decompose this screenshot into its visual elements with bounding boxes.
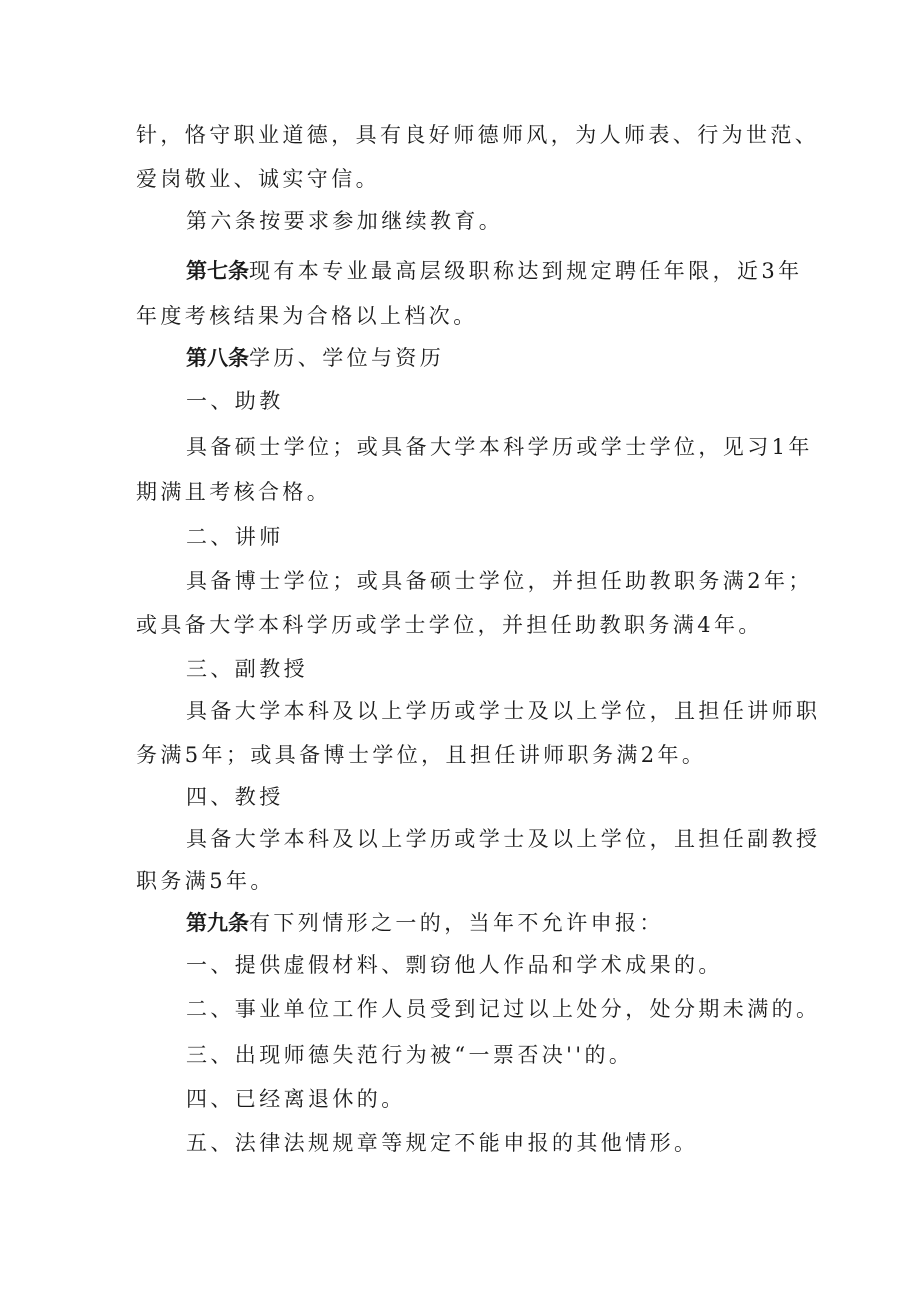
subheading-associate-professor: 三、副教授: [186, 657, 308, 681]
list-item: 三、出现师德失范行为被“一票否决''的。: [186, 1043, 634, 1067]
paragraph-line: 职务满5年。: [136, 869, 275, 893]
article-7-heading: 第七条: [186, 259, 249, 283]
list-item: 一、提供虚假材料、剽窃他人作品和学术成果的。: [186, 953, 723, 977]
article-9-text: 有下列情形之一的，当年不允许申报：: [249, 911, 664, 935]
paragraph-line: 务满5年；或具备博士学位，且担任讲师职务满2年。: [136, 743, 707, 767]
paragraph-line: 具备大学本科及以上学历或学士及以上学位，且担任副教授: [186, 827, 821, 851]
article-6: 第六条按要求参加继续教育。: [186, 209, 504, 233]
subheading-assistant: 一、助教: [186, 389, 284, 413]
paragraph-line: 针，恪守职业道德，具有良好师德师风，为人师表、行为世范、: [136, 123, 820, 147]
paragraph-line: 年度考核结果为合格以上档次。: [136, 304, 478, 328]
article-7: [186, 256, 846, 286]
article-8-text: 学历、学位与资历: [249, 346, 445, 370]
paragraph-line: 具备大学本科及以上学历或学士及以上学位，且担任讲师职: [186, 699, 821, 723]
article-8-heading: 第八条: [186, 346, 249, 370]
subheading-professor: 四、教授: [186, 785, 284, 809]
list-item: 二、事业单位工作人员受到记过以上处分，处分期未满的。: [186, 997, 821, 1021]
article-7-text: 现有本专业最高层级职称达到规定聘任年限，近3年: [249, 259, 803, 283]
paragraph-line: 期满且考核合格。: [136, 480, 332, 504]
paragraph-line: 具备硕士学位；或具备大学本科学历或学士学位，见习1年: [186, 435, 813, 459]
subheading-lecturer: 二、讲师: [186, 525, 284, 549]
article-9: [186, 908, 846, 938]
list-item: 四、已经离退休的。: [186, 1087, 406, 1111]
list-item: 五、法律法规规章等规定不能申报的其他情形。: [186, 1131, 699, 1155]
article-8: [186, 343, 846, 373]
paragraph-line: 爱岗敬业、诚实守信。: [136, 167, 380, 191]
article-9-heading: 第九条: [186, 911, 249, 935]
paragraph-line: 具备博士学位；或具备硕士学位，并担任助教职务满2年；: [186, 569, 813, 593]
paragraph-line: 或具备大学本科学历或学士学位，并担任助教职务满4年。: [136, 613, 763, 637]
